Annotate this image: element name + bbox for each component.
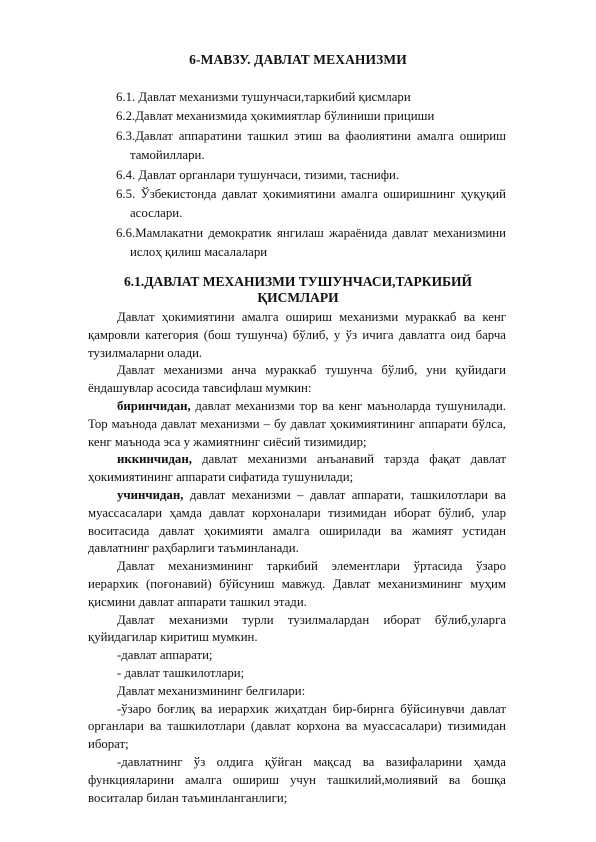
toc-number: 6.2. xyxy=(116,109,136,124)
toc-text-continuation: асослари. xyxy=(130,206,183,221)
paragraph-text: Давлат ҳокимиятини амалга ошириш механизми мураккаб ва кенг қамровли категория (бош тушунча) бўлиб, у ўз ичига давлатга оид барча тузилмаларни олади. xyxy=(88,310,506,360)
toc-item xyxy=(116,166,506,185)
page-title: 6-МАВЗУ. ДАВЛАТ МЕХАНИЗМИ xyxy=(189,52,407,67)
toc-text: Давлат органлари тушунчаси, тизими, таснифи. xyxy=(138,167,400,182)
section-title-line: ҚИСМЛАРИ xyxy=(257,290,339,305)
paragraph xyxy=(88,451,506,487)
paragraph xyxy=(88,558,506,611)
paragraph xyxy=(88,683,506,701)
table-of-contents xyxy=(116,88,506,263)
toc-text: Мамлакатни демократик янгилаш жараёнида давлат механизмини xyxy=(135,225,506,240)
paragraph-text: -давлатнинг ўз олдига қўйган мақсад ва вазифаларини ҳамда функцияларини амалга ошириш учун ташкилий,молиявий ва бошқа воситалар билан таъминланганлиги; xyxy=(88,754,506,805)
paragraph-text: давлат механизми тор ва кенг маъноларда тушунилади. Тор маънода давлат механизми – бу давлат ҳокимиятининг аппарати бўлса, кенг маънода эса у жамиятнинг сиёсий тизимидир; xyxy=(88,398,506,449)
paragraph-lead: учинчидан, xyxy=(117,487,184,502)
paragraph-text: Давлат механизмининг белгилари: xyxy=(117,683,306,698)
toc-text-continuation: тамойиллари. xyxy=(130,148,205,163)
toc-number: 6.4. xyxy=(116,167,136,182)
toc-number: 6.1. xyxy=(116,90,136,104)
body-text xyxy=(88,309,506,807)
toc-number: 6.6. xyxy=(116,225,136,240)
toc-item xyxy=(116,107,506,126)
toc-text: Ўзбекистонда давлат ҳокимиятини амалга оширишнинг ҳуқуқий xyxy=(135,187,506,202)
list-item xyxy=(88,647,506,665)
toc-item xyxy=(116,224,506,263)
paragraph-text: -давлат аппарати; xyxy=(117,648,213,663)
paragraph-lead: биринчидан, xyxy=(117,398,191,413)
paragraph xyxy=(88,309,506,362)
paragraph xyxy=(88,487,506,558)
paragraph-text: давлат механизми анъанавий тарзда фақат давлат ҳокимиятининг аппарати сифатида тушунилади; xyxy=(88,452,506,485)
paragraph-lead: иккинчидан, xyxy=(117,452,192,467)
toc-item xyxy=(116,185,506,224)
list-item xyxy=(88,754,506,807)
paragraph-text: -ўзаро боғлиқ ва иерархик жиҳатдан бир-бирнга бўйсинувчи давлат органлари ва ташкилотлари (давлат корхона ва муассасалари) тизимидан иборат; xyxy=(88,701,506,752)
section-title-line: 6.1.ДАВЛАТ МЕХАНИЗМИ ТУШУНЧАСИ,ТАРКИБИЙ xyxy=(123,274,473,289)
section-title xyxy=(90,274,506,306)
paragraph-text: давлат механизми – давлат аппарати, ташкилотлари ва муассасалари ҳамда давлат корхоналари тизимидан иборат бўлиб, улар воситасида давлат ҳокимияти амалга оширилади ва жамият устидан давлатнинг раҳбарлиги таъминланади. xyxy=(88,487,506,556)
paragraph-text: Давлат механизми турли тузилмалардан иборат бўлиб,уларга қуйидагилар киритиш мумкин. xyxy=(88,612,506,645)
toc-number: 6.3. xyxy=(116,128,136,143)
paragraph xyxy=(88,612,506,648)
paragraph-text: Давлат механизми анча мураккаб тушунча бўлиб, уни қуйидаги ёндашувлар асосида тавсифлаш мумкин: xyxy=(88,363,506,396)
paragraph xyxy=(88,362,506,398)
list-item xyxy=(88,701,506,754)
paragraph-text: Давлат механизмининг таркибий элементлари ўртасида ўзаро иерархик (поғонавий) бўйсуниш мавжуд. Давлат механизмининг муҳим қисмини давлат аппарати ташкил этади. xyxy=(88,559,506,609)
list-item xyxy=(88,665,506,683)
toc-text: Давлат аппаратини ташкил этиш ва фаолиятини амалга ошириш xyxy=(135,128,506,143)
toc-text-continuation: ислоҳ қилиш масалалари xyxy=(130,245,268,260)
toc-text: Давлат механизми тушунчаси,таркибий қисмлари xyxy=(138,90,411,104)
toc-number: 6.5. xyxy=(116,187,136,202)
paragraph xyxy=(88,398,506,451)
toc-item xyxy=(116,88,506,107)
toc-item xyxy=(116,127,506,166)
toc-text: Давлат механизмида ҳокимиятлар бўлиниши прициши xyxy=(135,109,435,124)
paragraph-text: - давлат ташкилотлари; xyxy=(117,665,245,680)
